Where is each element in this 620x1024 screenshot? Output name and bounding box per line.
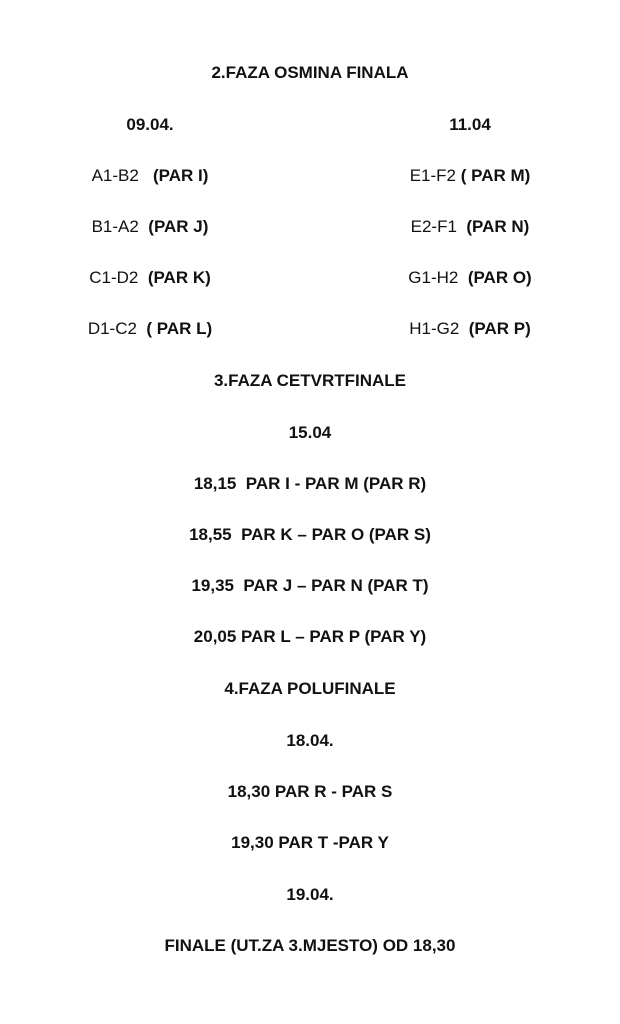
- phase2-left-match-1: [0, 165, 300, 187]
- phase2-right-date: 11.04: [449, 115, 491, 134]
- match-teams: B1-A2: [91, 217, 149, 236]
- phase3-match-2: 18,55 PAR K – PAR O (PAR S): [189, 525, 431, 544]
- match-teams: H1-G2: [409, 319, 469, 338]
- match-pair: (PAR P): [468, 319, 531, 338]
- phase2-right-match-3: [330, 267, 610, 289]
- phase2-right-match-1: [330, 165, 610, 187]
- phase2-title: 2.FAZA OSMINA FINALA: [211, 63, 409, 82]
- match-teams: G1-H2: [408, 268, 468, 287]
- match-teams: E1-F2: [409, 166, 461, 185]
- phase4-match-2: 19,30 PAR T -PAR Y: [231, 833, 389, 852]
- match-pair: (PAR J): [148, 217, 209, 236]
- phase2-left-match-4: [0, 318, 300, 340]
- phase2-left-match-3: [0, 267, 300, 289]
- phase3-date: 15.04: [288, 423, 332, 442]
- match-pair: ( PAR L): [146, 319, 213, 338]
- phase2-left-date: 09.04.: [126, 115, 174, 134]
- phase3-match-4: 20,05 PAR L – PAR P (PAR Y): [193, 627, 427, 646]
- final-date: 19.04.: [286, 885, 334, 904]
- match-teams: E2-F1: [410, 217, 467, 236]
- match-pair: (PAR K): [147, 268, 211, 287]
- phase3-match-1: 18,15 PAR I - PAR M (PAR R): [193, 474, 427, 493]
- match-pair: (PAR O): [467, 268, 532, 287]
- phase2-right-match-4: [330, 318, 610, 340]
- match-pair: (PAR I): [153, 166, 209, 185]
- phase2-right-match-2: [330, 216, 610, 238]
- phase4-match-1: 18,30 PAR R - PAR S: [227, 782, 393, 801]
- phase4-title: 4.FAZA POLUFINALE: [224, 679, 396, 698]
- match-teams: D1-C2: [87, 319, 147, 338]
- final-label: FINALE (UT.ZA 3.MJESTO) OD 18,30: [164, 936, 456, 955]
- match-pair: ( PAR M): [460, 166, 531, 185]
- phase2-left-match-2: [0, 216, 300, 238]
- match-teams: A1-B2: [91, 166, 153, 185]
- phase3-match-3: 19,35 PAR J – PAR N (PAR T): [191, 576, 429, 595]
- match-pair: (PAR N): [466, 217, 530, 236]
- phase4-date: 18.04.: [286, 731, 334, 750]
- phase3-title: 3.FAZA CETVRTFINALE: [213, 371, 407, 390]
- match-teams: C1-D2: [89, 268, 148, 287]
